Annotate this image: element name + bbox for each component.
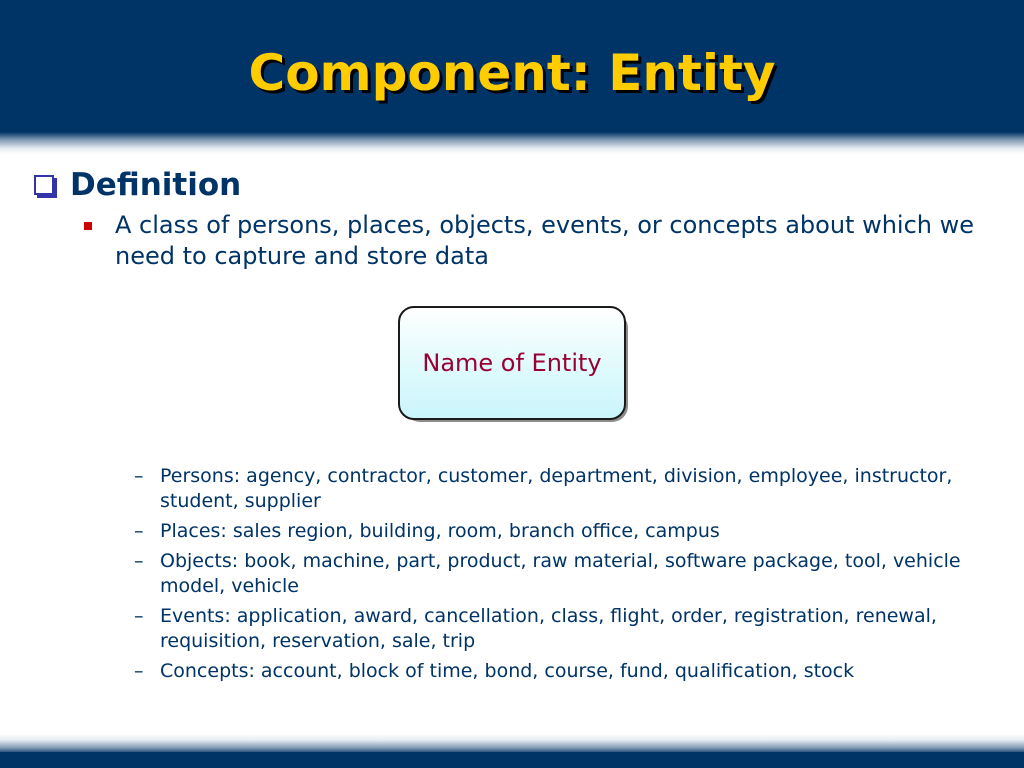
dash-bullet-icon: – bbox=[134, 660, 144, 682]
dash-bullet-icon: – bbox=[134, 520, 144, 542]
dash-bullet-icon: – bbox=[134, 550, 144, 572]
example-text: Persons: agency, contractor, customer, department, division, employee, instructor, student, supplier bbox=[160, 465, 953, 512]
entity-box-label: Name of Entity bbox=[422, 349, 602, 377]
footer-bar bbox=[0, 752, 1024, 768]
examples-list bbox=[134, 464, 1014, 689]
footer-fade bbox=[0, 734, 1024, 754]
definition-heading: Definition bbox=[70, 167, 242, 203]
example-text: Concepts: account, block of time, bond, course, fund, qualification, stock bbox=[160, 660, 855, 682]
example-text: Objects: book, machine, part, product, raw material, software package, tool, vehicle model, vehicle bbox=[160, 550, 961, 597]
list-item bbox=[134, 604, 1014, 654]
example-text: Places: sales region, building, room, branch office, campus bbox=[160, 520, 720, 542]
dash-bullet-icon: – bbox=[134, 465, 144, 487]
list-item bbox=[134, 659, 1014, 684]
title-bar-fade bbox=[0, 132, 1024, 154]
list-item bbox=[134, 519, 1014, 544]
slide-title: Component: Entity bbox=[248, 44, 776, 102]
list-item bbox=[134, 464, 1014, 514]
definition-text: A class of persons, places, objects, events, or concepts about which we need to capture and store data bbox=[115, 211, 975, 270]
entity-box bbox=[398, 306, 626, 420]
example-text: Events: application, award, cancellation, class, flight, order, registration, renewal, requisition, reservation, sale, trip bbox=[160, 605, 937, 652]
dash-bullet-icon: – bbox=[134, 605, 144, 627]
checkbox-icon bbox=[34, 175, 54, 195]
square-bullet-icon bbox=[84, 222, 92, 230]
list-item bbox=[134, 549, 1014, 599]
